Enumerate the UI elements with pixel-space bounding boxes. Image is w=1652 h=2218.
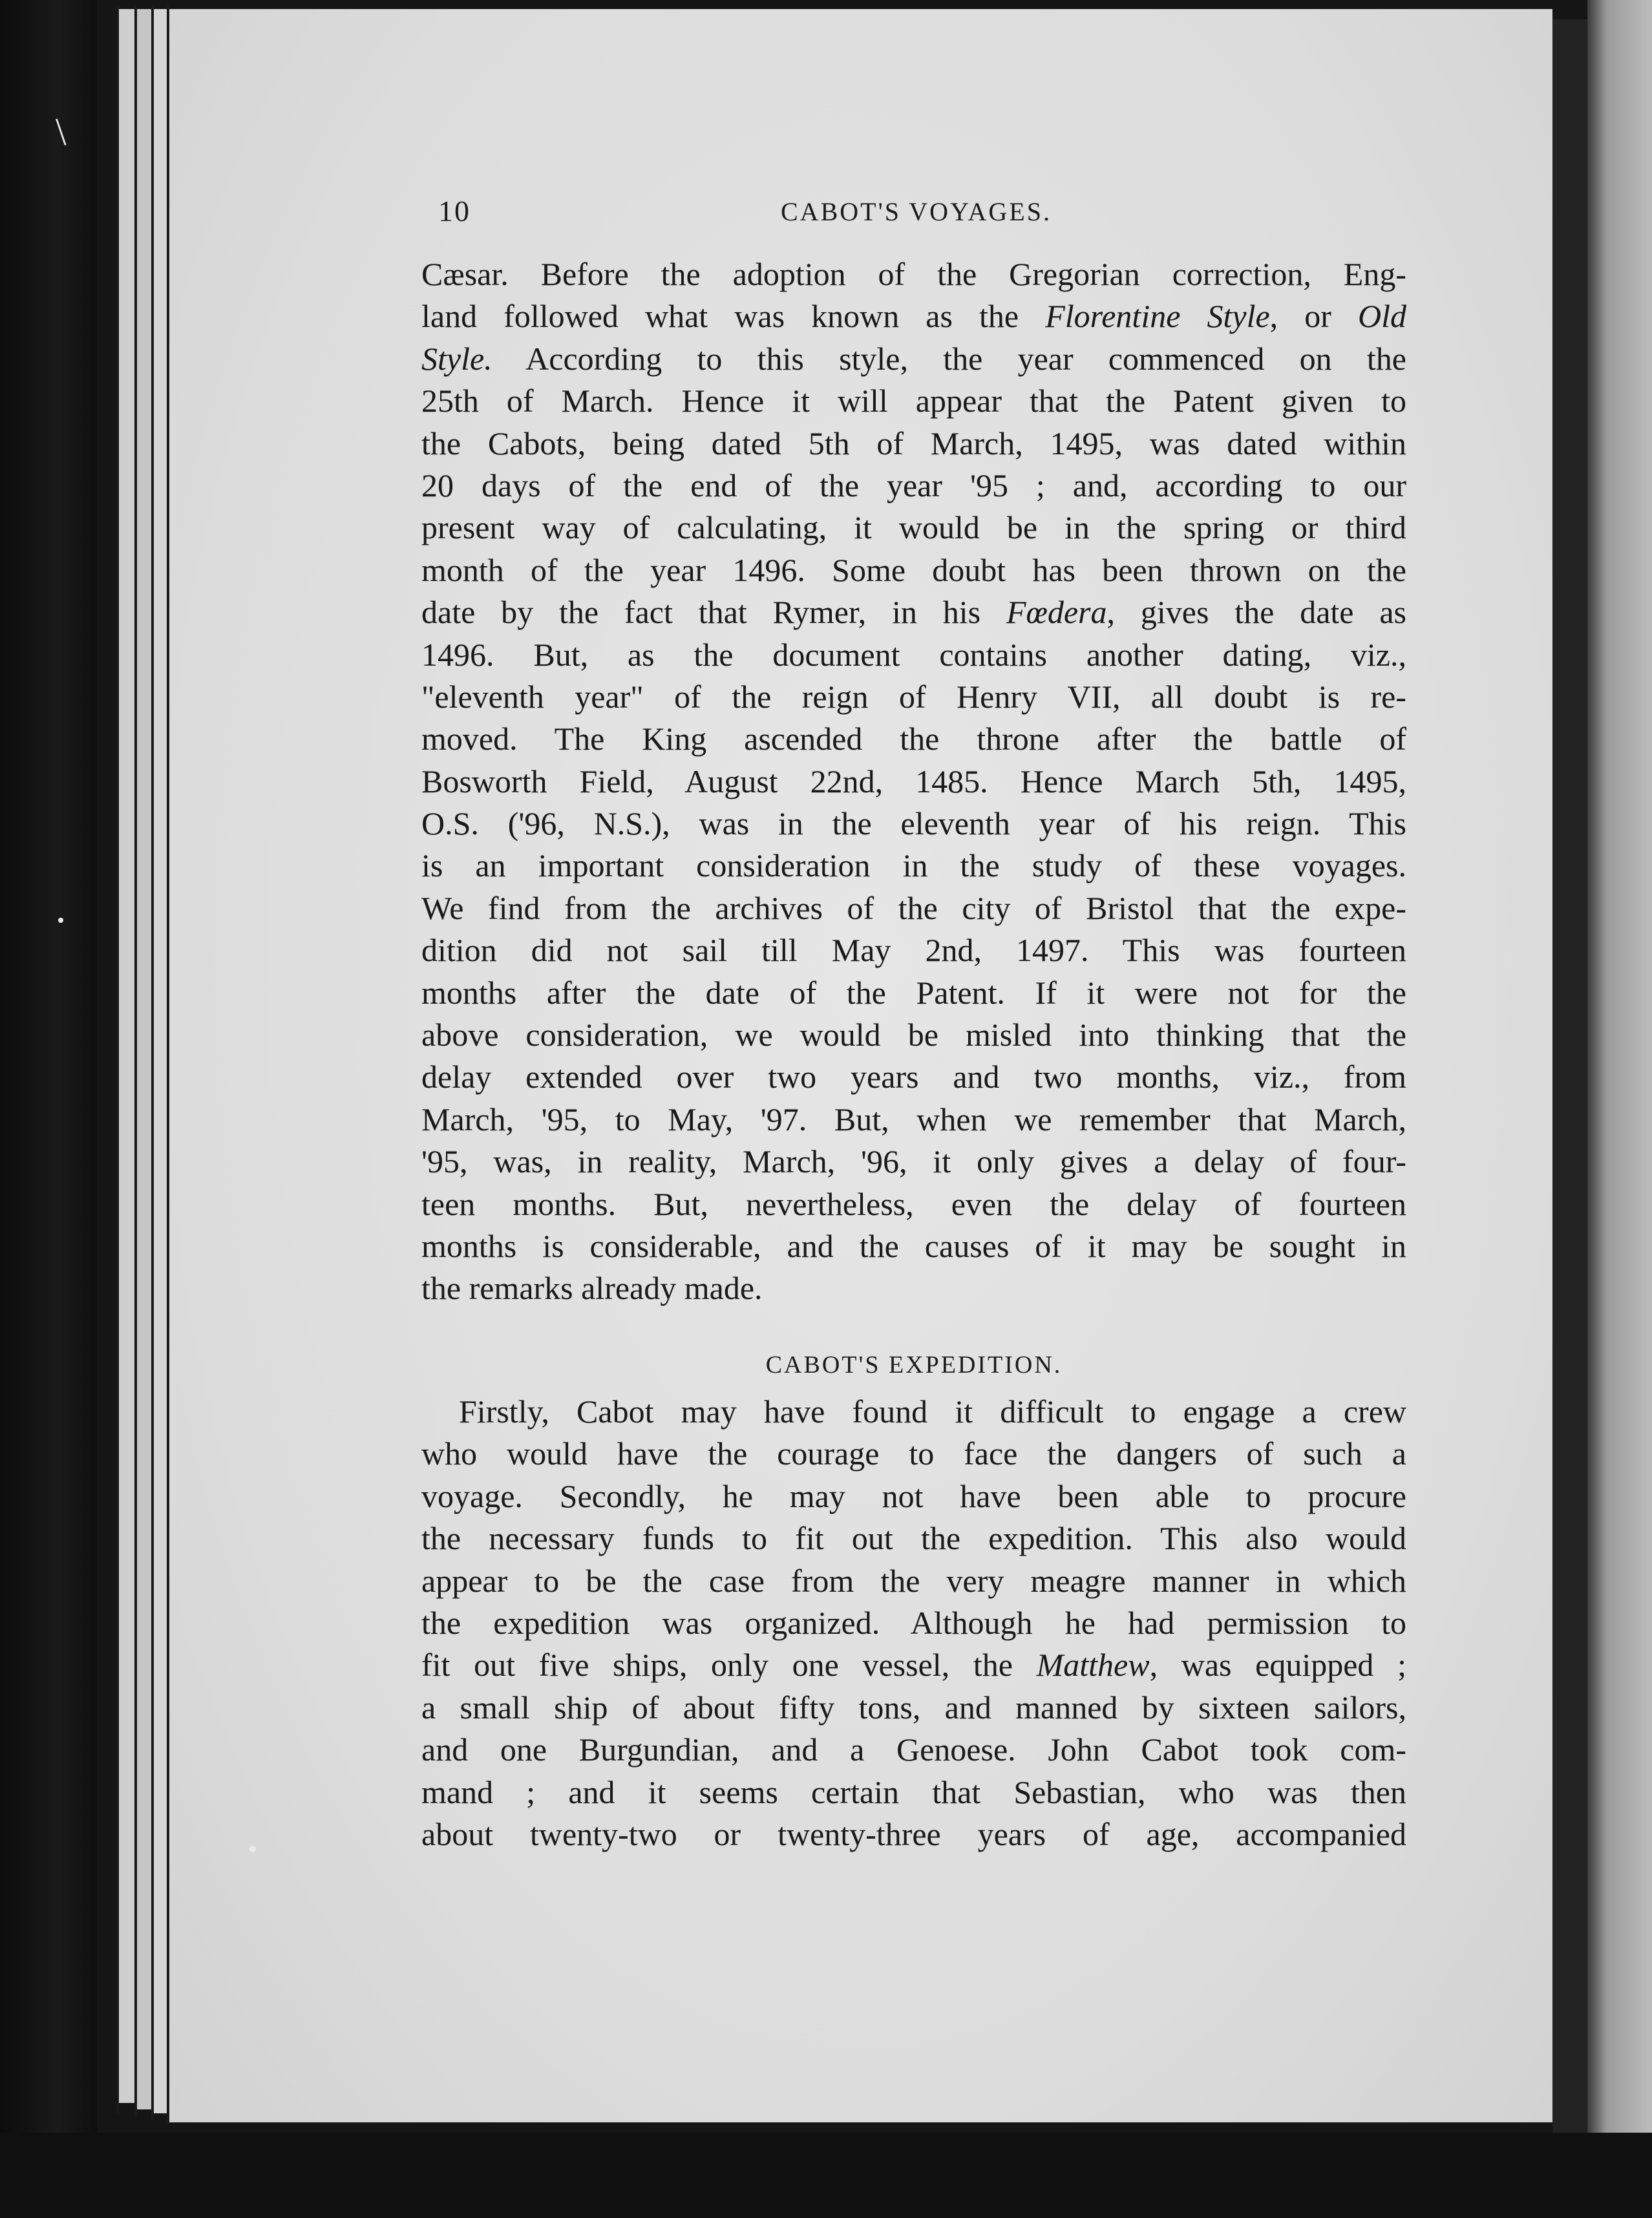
text-line: land followed what was known as the Florentine Style, or Old [421, 298, 1406, 335]
text-line: months after the date of the Patent. If it were not for the [421, 974, 1406, 1011]
text-line: '95, was, in reality, March, '96, it only gives a delay of four- [421, 1143, 1406, 1180]
section-heading: CABOT'S EXPEDITION. [765, 1351, 1063, 1378]
text-line: Firstly, Cabot may have found it difficult to engage a crew [459, 1393, 1406, 1430]
text-line: the necessary funds to fit out the expedition. This also would [421, 1520, 1406, 1557]
text-line: months is considerable, and the causes of it may be sought in [421, 1227, 1406, 1264]
text-line: date by the fact that Rymer, in his Fœdera, gives the date as [421, 594, 1406, 631]
text-line: moved. The King ascended the throne after the battle of [421, 721, 1406, 757]
page-stack-edge [118, 9, 136, 2103]
page-number: 10 [438, 195, 471, 227]
text-line: March, '95, to May, '97. But, when we remember that March, [421, 1101, 1406, 1137]
text-line: "eleventh year" of the reign of Henry VII, all doubt is re- [421, 678, 1406, 715]
text-line: fit out five ships, only one vessel, the Matthew, was equipped ; [421, 1647, 1406, 1684]
running-head [438, 194, 1408, 233]
text-line: delay extended over two years and two months, viz., from [421, 1059, 1406, 1095]
text-line: Style. According to this style, the year commenced on the [421, 340, 1406, 377]
margin-mark: \ [56, 111, 67, 153]
text-line: month of the year 1496. Some doubt has been thrown on the [421, 551, 1406, 588]
page-stack-line [116, 6, 119, 2113]
text-line: Cæsar. Before the adoption of the Gregorian correction, Eng- [421, 256, 1406, 292]
page-stack-line [151, 6, 154, 2120]
text-line: a small ship of about fifty tons, and manned by sixteen sailors, [421, 1689, 1406, 1726]
paragraph-2 [421, 1391, 1406, 1855]
text-line: We find from the archives of the city of Bristol that the expe- [421, 889, 1406, 926]
text-line: 25th of March. Hence it will appear that the Patent given to [421, 383, 1406, 419]
scan-speck [249, 1846, 256, 1852]
running-head-title: CABOT'S VOYAGES. [781, 197, 1052, 226]
text-line: mand ; and it seems certain that Sebastian, who was then [421, 1773, 1406, 1810]
text-line: teen months. But, nevertheless, even the delay of fourteen [421, 1185, 1406, 1222]
page-stack-edge [154, 9, 168, 2113]
text-line: about twenty-two or twenty-three years of age, accompanied [421, 1815, 1406, 1852]
text-line: who would have the courage to face the dangers of such a [421, 1435, 1406, 1472]
text-line: present way of calculating, it would be in the spring or third [421, 509, 1406, 546]
text-line: is an important consideration in the study of these voyages. [421, 847, 1406, 884]
paragraph-1 [421, 253, 1406, 1310]
scan-bottom-border [0, 2133, 1652, 2218]
text-line: O.S. ('96, N.S.), was in the eleventh year of his reign. This [421, 805, 1406, 842]
scan-right-shadow [1552, 19, 1587, 2152]
page-stack-edge [137, 9, 153, 2109]
text-line: appear to be the case from the very meagre manner in which [421, 1562, 1406, 1599]
text-line: dition did not sail till May 2nd, 1497. This was fourteen [421, 932, 1406, 969]
text-line: above consideration, we would be misled into thinking that the [421, 1017, 1406, 1053]
text-line: 1496. But, as the document contains another dating, viz., [421, 636, 1406, 673]
text-line: 20 days of the end of the year '95 ; and, according to our [421, 467, 1406, 503]
text-line: the Cabots, being dated 5th of March, 1495, was dated within [421, 425, 1406, 461]
page-stack-line [134, 6, 137, 2117]
text-line: Bosworth Field, August 22nd, 1485. Hence March 5th, 1495, [421, 763, 1406, 799]
text-line: the expedition was organized. Although he had permission to [421, 1604, 1406, 1641]
scan-left-border [0, 0, 97, 2218]
scan-speck [58, 918, 63, 923]
scan-right-border [1587, 0, 1652, 2218]
text-line: and one Burgundian, and a Genoese. John Cabot took com- [421, 1731, 1406, 1768]
text-line: the remarks already made. [421, 1270, 763, 1307]
text-line: voyage. Secondly, he may not have been able to procure [421, 1477, 1406, 1514]
